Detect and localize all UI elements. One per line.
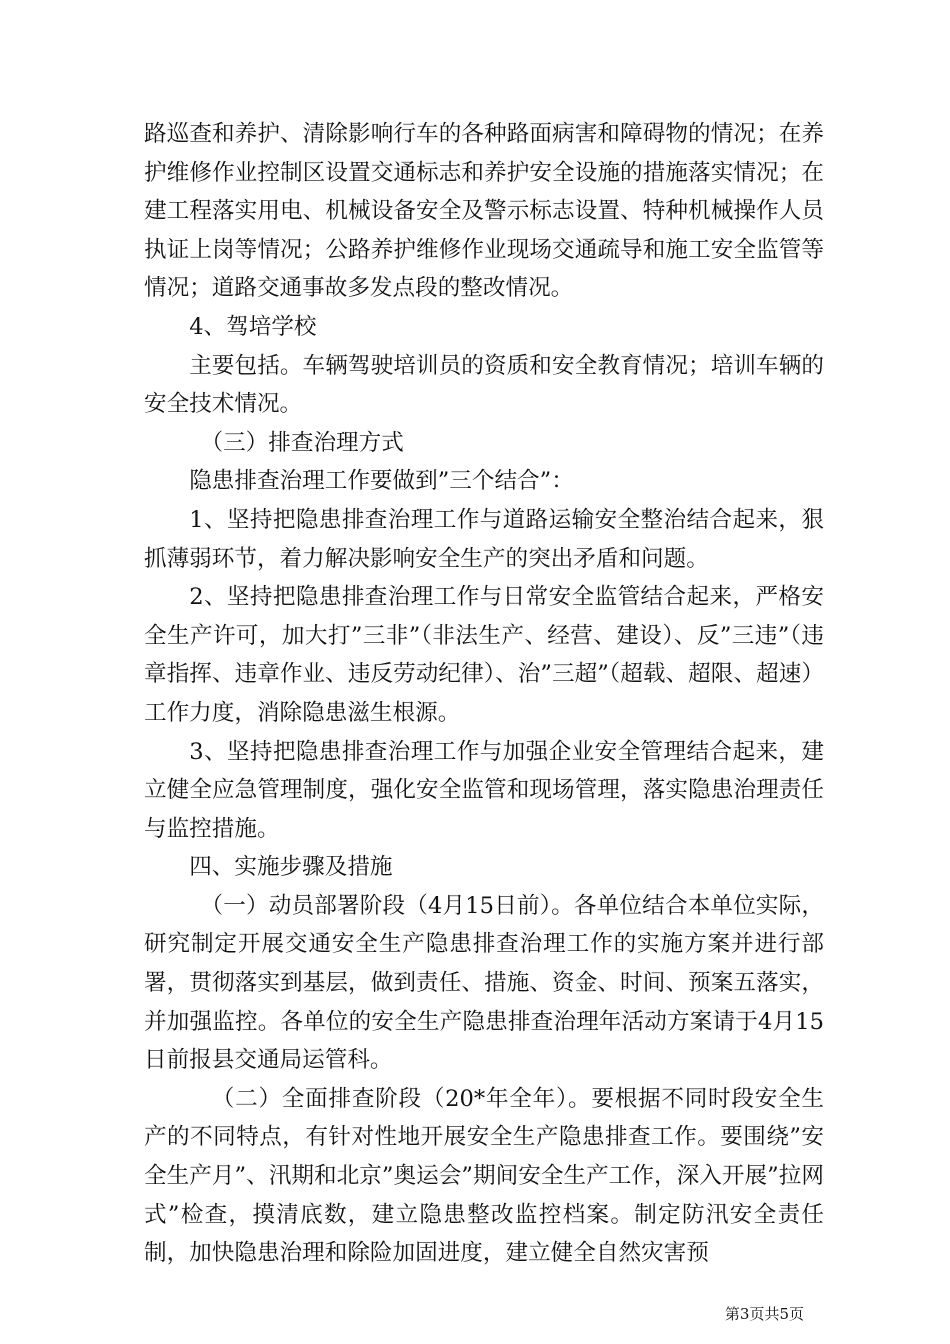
heading-inspection-method: （三）排查治理方式 [200,429,404,456]
paragraph-combination-1: 1、坚持把隐患排查治理工作与道路运输安全整治结合起来，狠抓薄弱环节，着力解决影响安全生产的突出矛盾和问题。 [144,506,824,572]
paragraph-road-maintenance: 路巡查和养护、清除影响行车的各种路面病害和障碍物的情况；在养护维修作业控制区设置交通标志和养护安全设施的措施落实情况；在建工程落实用电、机械设备安全及警示标志设置、特种机械操作人员执证上岗等情况；公路养护维修作业现场交通疏导和施工安全监管等情况；道路交通事故多发点段的整改情况。 [144,121,824,302]
paragraph-combination-3: 3、坚持把隐患排查治理工作与加强企业安全管理结合起来，建立健全应急管理制度，强化安全监管和现场管理，落实隐患治理责任与监控措施。 [144,738,824,842]
heading-implementation-steps: 四、实施步骤及措施 [189,854,393,881]
paragraph-three-combinations: 隐患排查治理工作要做到”三个结合”： [189,468,574,495]
paragraph-mobilization-stage: （一）动员部署阶段（4月15日前）。各单位结合本单位实际，研究制定开展交通安全生产隐患排查治理工作的实施方案并进行部署，贯彻落实到基层，做到责任、措施、资金、时间、预案五落实，并加强监控。各单位的安全生产隐患排查治理年活动方案请于4月15日前报县交通局运管科。 [144,892,824,1074]
page-number: 第3页共5页 [724,1305,804,1323]
paragraph-driving-school: 主要包括。车辆驾驶培训员的资质和安全教育情况；培训车辆的安全技术情况。 [144,352,824,418]
heading-driving-school: 4、驾培学校 [189,313,317,340]
document-body [144,115,824,1273]
paragraph-combination-2: 2、坚持把隐患排查治理工作与日常安全监管结合起来，严格安全生产许可，加大打”三非”（非法生产、经营、建设）、反”三违”（违章指挥、违章作业、违反劳动纪律）、治”三超”（超载、超限、超速）工作力度，消除隐患滋生根源。 [144,584,824,726]
paragraph-inspection-stage: （二）全面排查阶段（20*年全年）。要根据不同时段安全生产的不同特点，有针对性地开展安全生产隐患排查工作。要围绕”安全生产月”、汛期和北京”奥运会”期间安全生产工作，深入开展”拉网式”检查，摸清底数，建立隐患整改监控档案。制定防汛安全责任制，加快隐患治理和除险加固进度，建立健全自然灾害预 [144,1085,824,1267]
